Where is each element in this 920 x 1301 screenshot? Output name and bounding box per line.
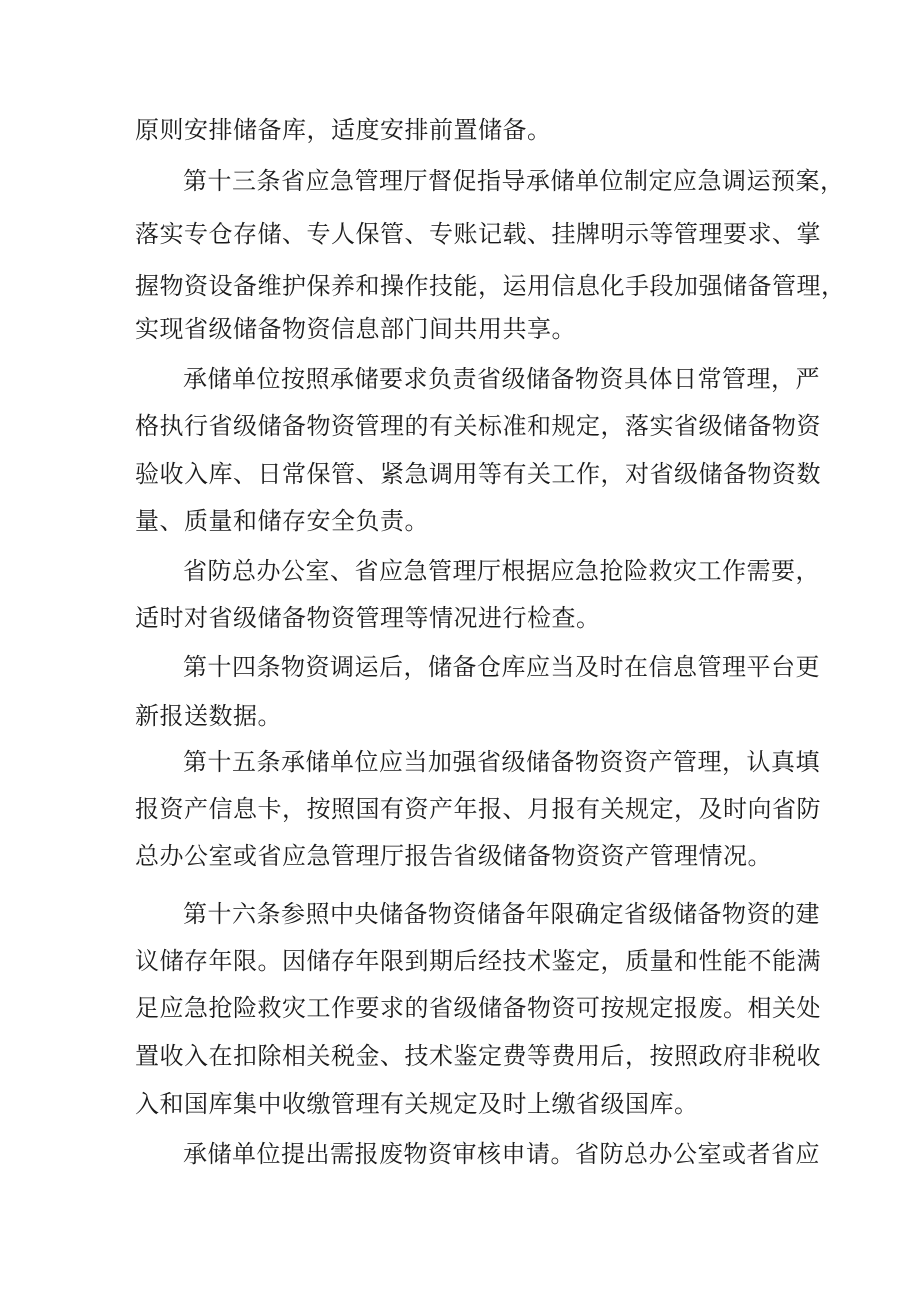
text-line: 第十三条省应急管理厅督促指导承储单位制定应急调运预案， (183, 167, 845, 195)
text-line: 足应急抢险救灾工作要求的省级储备物资可按规定报废。相关处 (135, 994, 821, 1022)
text-line: 入和国库集中收缴管理有关规定及时上缴省级国库。 (135, 1090, 699, 1118)
text-line: 议储存年限。因储存年限到期后经技术鉴定，质量和性能不能满 (135, 947, 821, 975)
text-line: 报资产信息卡，按照国有资产年报、月报有关规定，及时向省防 (135, 795, 821, 823)
text-line: 总办公室或省应急管理厅报告省级储备物资资产管理情况。 (135, 842, 772, 870)
text-line: 第十四条物资调运后，储备仓库应当及时在信息管理平台更 (183, 653, 820, 681)
text-line: 实现省级储备物资信息部门间共用共享。 (135, 315, 576, 343)
text-line: 格执行省级储备物资管理的有关标准和规定，落实省级储备物资 (135, 412, 821, 440)
text-line: 新报送数据。 (135, 702, 282, 730)
text-line: 原则安排储备库，适度安排前置储备。 (135, 116, 552, 144)
text-line: 第十六条参照中央储备物资储备年限确定省级储备物资的建 (183, 900, 820, 928)
text-line: 承储单位按照承储要求负责省级储备物资具体日常管理，严 (183, 365, 820, 393)
text-line: 适时对省级储备物资管理等情况进行检查。 (135, 604, 601, 632)
text-line: 握物资设备维护保养和操作技能，运用信息化手段加强储备管理， (135, 272, 846, 300)
text-line: 承储单位提出需报废物资审核申请。省防总办公室或者省应 (183, 1140, 820, 1168)
text-line: 置收入在扣除相关税金、技术鉴定费等费用后，按照政府非税收 (135, 1042, 821, 1070)
text-line: 第十五条承储单位应当加强省级储备物资资产管理，认真填 (183, 748, 820, 776)
text-line: 落实专仓存储、专人保管、专账记载、挂牌明示等管理要求、掌 (135, 220, 821, 248)
text-line: 验收入库、日常保管、紧急调用等有关工作，对省级储备物资数 (135, 460, 821, 488)
text-line: 省防总办公室、省应急管理厅根据应急抢险救灾工作需要， (183, 557, 820, 585)
text-line: 量、质量和储存安全负责。 (135, 507, 429, 535)
